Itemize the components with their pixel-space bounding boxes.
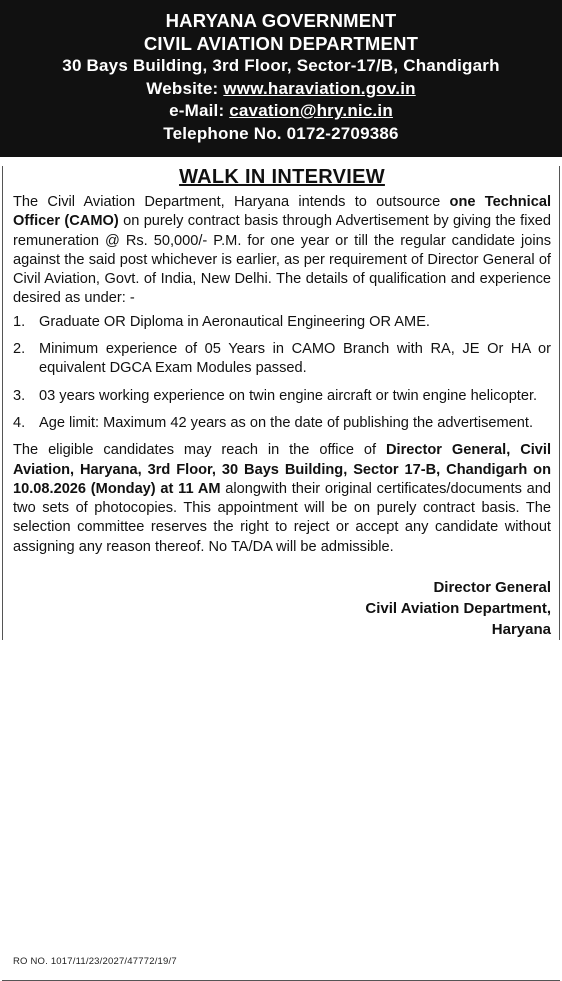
list-number: 1. bbox=[13, 313, 26, 330]
header-telephone: Telephone No. 0172-2709386 bbox=[163, 123, 399, 143]
details-text-2: alongwith their original certificates/documents and two sets of photocopies. This appointment will be on purely contract basis. The selection committee reserves the right to reject or accept any candidate without assigning any reason thereof. No TA/DA will be admissible. bbox=[13, 480, 551, 555]
list-text: Graduate OR Diploma in Aeronautical Engineering OR AME. bbox=[39, 313, 430, 330]
list-text: Minimum experience of 05 Years in CAMO Branch with RA, JE Or HA or equivalent DGCA Exam Modules passed. bbox=[39, 341, 551, 377]
details-paragraph bbox=[13, 441, 551, 557]
ro-number: RO NO. 1017/11/23/2027/47772/19/7 bbox=[13, 956, 177, 967]
intro-paragraph bbox=[13, 193, 551, 309]
list-number: 2. bbox=[13, 341, 26, 358]
post-name: one Technical Officer (CAMO) bbox=[13, 194, 552, 230]
list-item bbox=[13, 414, 551, 433]
intro-text-2: on purely contract basis through Advertisement by giving the fixed remuneration @ Rs. 50,000/- P.M. for one year or till the regular candidate joins against the said post whichever is earlier, as per requirement of Director General of Civil Aviation, Govt. of India, New Delhi. The details of qualification and experience desired as under: - bbox=[13, 213, 551, 307]
advertisement-body bbox=[2, 166, 560, 640]
header-address: 30 Bays Building, 3rd Floor, Sector-17/B, Chandigarh bbox=[62, 56, 500, 75]
requirements-list bbox=[13, 313, 551, 433]
website-link[interactable]: www.haraviation.gov.in bbox=[223, 78, 416, 98]
list-item bbox=[13, 340, 551, 379]
list-text: 03 years working experience on twin engine aircraft or twin engine helicopter. bbox=[39, 387, 538, 404]
header-website bbox=[6, 78, 556, 101]
email-link[interactable]: cavation@hry.nic.in bbox=[229, 101, 393, 120]
interview-venue-time: Director General, Civil Aviation, Haryana, 3rd Floor, 30 Bays Building, Sector 17-B, Chandigarh on 10.08.2026 (Monday) at 11 AM bbox=[13, 442, 552, 497]
header-government: HARYANA GOVERNMENT bbox=[165, 10, 397, 31]
list-item bbox=[13, 387, 551, 406]
department-header bbox=[0, 0, 562, 157]
intro-text-1: The Civil Aviation Department, Haryana intends to outsource bbox=[13, 194, 450, 210]
list-number: 4. bbox=[13, 414, 26, 431]
signature-department: Civil Aviation Department, bbox=[365, 600, 551, 618]
header-email bbox=[6, 100, 556, 123]
signature-title: Director General bbox=[433, 579, 551, 597]
website-label: Website: bbox=[146, 78, 224, 98]
list-text: Age limit: Maximum 42 years as on the date of publishing the advertisement. bbox=[39, 414, 534, 431]
list-item bbox=[13, 313, 551, 332]
signature-state: Haryana bbox=[491, 621, 551, 639]
notice-title: WALK IN INTERVIEW bbox=[179, 166, 385, 188]
header-department: CIVIL AVIATION DEPARTMENT bbox=[143, 32, 419, 54]
list-number: 3. bbox=[13, 387, 26, 404]
details-text-1: The eligible candidates may reach in the office of bbox=[13, 442, 386, 459]
signature-block bbox=[13, 577, 551, 640]
email-label: e-Mail: bbox=[169, 101, 230, 120]
